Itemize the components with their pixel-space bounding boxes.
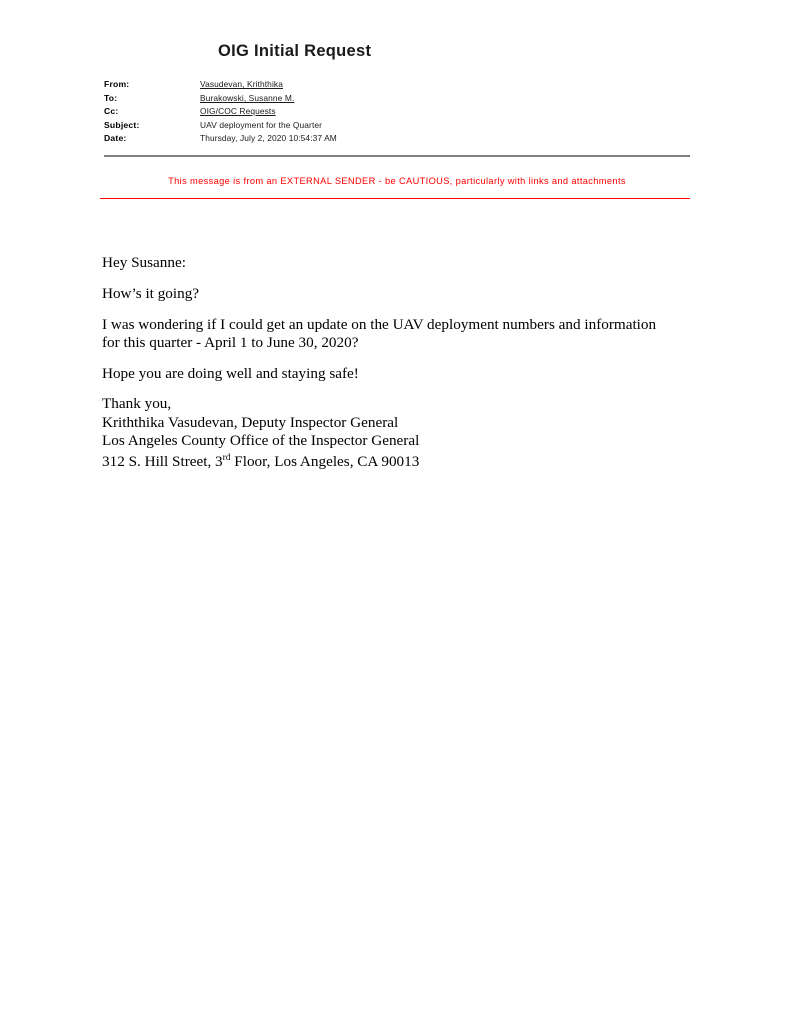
body-closing: Thank you,	[102, 395, 172, 413]
header-value-from: Vasudevan, Kriththika	[200, 79, 283, 89]
header-row-to	[104, 93, 690, 107]
header-label-cc: Cc:	[104, 106, 119, 117]
header-row-date	[104, 133, 690, 147]
email-header-fields	[104, 79, 690, 147]
signature-org: Los Angeles County Office of the Inspector General	[102, 432, 420, 450]
body-paragraph-2: Hope you are doing well and staying safe!	[102, 364, 359, 382]
header-value-subject: UAV deployment for the Quarter	[200, 119, 323, 130]
body-line-2: How’s it going?	[102, 284, 200, 302]
header-value-cc: OIG/COC Requests	[200, 106, 276, 117]
body-paragraph-1-line-1: I was wondering if I could get an update on the UAV deployment numbers and information	[102, 315, 657, 333]
email-body	[102, 254, 702, 472]
signature-address-ordinal: rd	[222, 453, 231, 464]
body-paragraph-1-line-2: for this quarter - April 1 to June 30, 2020?	[102, 333, 359, 351]
header-row-cc	[104, 106, 690, 120]
signature-address-pre: 312 S. Hill Street, 3	[102, 453, 223, 471]
signature-address	[102, 453, 702, 471]
header-divider	[104, 155, 690, 157]
header-row-subject	[104, 120, 690, 134]
signature-address-post: Floor, Los Angeles, CA 90013	[230, 453, 420, 471]
header-label-to: To:	[104, 92, 118, 103]
header-value-to: Burakowski, Susanne M.	[200, 92, 295, 103]
warning-divider	[100, 198, 690, 199]
header-row-from	[104, 79, 690, 93]
header-value-date: Thursday, July 2, 2020 10:54:37 AM	[200, 133, 337, 144]
page-title: OIG Initial Request	[218, 42, 372, 60]
body-greeting: Hey Susanne:	[102, 254, 186, 271]
header-label-subject: Subject:	[104, 119, 140, 130]
header-label-from: From:	[104, 79, 130, 89]
external-sender-warning: This message is from an EXTERNAL SENDER - be CAUTIOUS, particularly with links and attachments	[168, 176, 626, 186]
signature-name: Kriththika Vasudevan, Deputy Inspector General	[102, 413, 399, 431]
header-label-date: Date:	[104, 133, 127, 144]
